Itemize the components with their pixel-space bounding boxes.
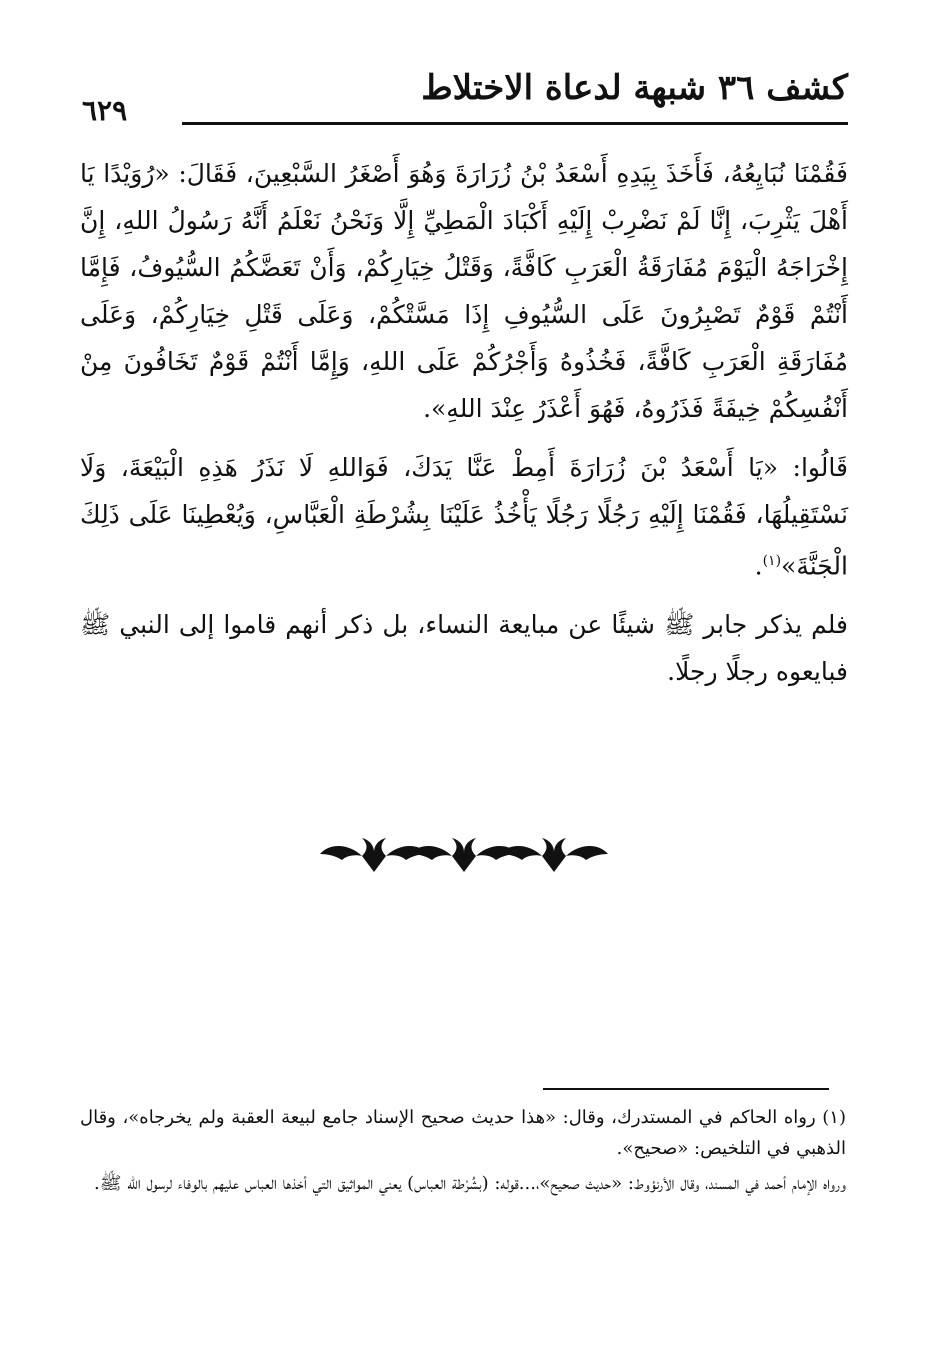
ornament-motif-2 (410, 838, 518, 872)
footnote-ref: (١) (762, 553, 782, 569)
paragraph-2 (80, 444, 848, 589)
main-text (80, 150, 848, 707)
header-rule (182, 122, 848, 125)
paragraph-2-end: . (754, 551, 763, 581)
footnote-rule (543, 1088, 829, 1090)
footnotes (80, 1102, 846, 1203)
paragraph-2-text: قَالُوا: «يَا أَسْعَدُ بْنَ زُرَارَةَ أَمِطْ عَنَّا يَدَكَ، فَوَاللهِ لَا نَذَرُ هَذِهِ الْبَيْعَةَ، وَلَا نَسْتَقِيلُهَا، فَقُمْنَا إِلَيْهِ رَجُلًا رَجُلًا يَأْخُذُ عَلَيْنَا بِشُرْطَةِ الْعَبَّاسِ، وَيُعْطِينَا عَلَى ذَلِكَ الْجَنَّةَ» (80, 453, 848, 581)
paragraph-1: فَقُمْنَا نُبَايِعُهُ، فَأَخَذَ بِيَدِهِ أَسْعَدُ بْنُ زُرَارَةَ وَهُوَ أَصْغَرُ السَّبْعِينَ، فَقَالَ: «رُوَيْدًا يَا أَهْلَ يَثْرِبَ، إِنَّا لَمْ نَضْرِبْ إِلَيْهِ أَكْبَادَ الْمَطِيِّ إِلَّا وَنَحْنُ نَعْلَمُ أَنَّهُ رَسُولُ اللهِ، إِنَّ إِخْرَاجَهُ الْيَوْمَ مُفَارَقَةُ الْعَرَبِ كَافَّةً، وَقَتْلُ خِيَارِكُمْ، وَأَنْ تَعَضَّكُمُ السُّيُوفُ، فَإِمَّا أَنْتُمْ قَوْمٌ تَصْبِرُونَ عَلَى السُّيُوفِ إِذَا مَسَّتْكُمْ، وَعَلَى قَتْلِ خِيَارِكُمْ، وَعَلَى مُفَارَقَةِ الْعَرَبِ كَافَّةً، فَخُذُوهُ وَأَجْرُكُمْ عَلَى اللهِ، وَإِمَّا أَنْتُمْ قَوْمٌ تَخَافُونَ مِنْ أَنْفُسِكُمْ خِيفَةً فَذَرُوهُ، فَهُوَ أَعْذَرُ عِنْدَ اللهِ». (80, 159, 848, 423)
book-title: كشف ٣٦ شبهة لدعاة الاختلاط (421, 68, 848, 108)
footnote-2: ورواه الإمام أحمد في المسند، وقال الأرنؤوط: «حديث صحيح»،...قوله: (بشُرْطة العباس) يعني المواثيق التي أخذها العباس عليهم بالوفاء لرسول الله ﷺ. (94, 1173, 846, 1194)
ornament-motif-3 (500, 838, 608, 872)
ornament-divider (300, 820, 630, 890)
page-number: ٦٢٩ (82, 94, 128, 127)
paragraph-3: فلم يذكر جابر ﷺ شيئًا عن مبايعة النساء، بل ذكر أنهم قاموا إلى النبي ﷺ فبايعوه رجلًا رجلًا. (80, 610, 848, 687)
page-header (82, 60, 848, 130)
ornament-motif-1 (320, 838, 428, 872)
footnote-1: (١) رواه الحاكم في المستدرك، وقال: «هذا حديث صحيح الإسناد جامع لبيعة العقبة ولم يخرجاه»، وقال الذهبي في التلخيص: «صحيح». (80, 1107, 846, 1159)
